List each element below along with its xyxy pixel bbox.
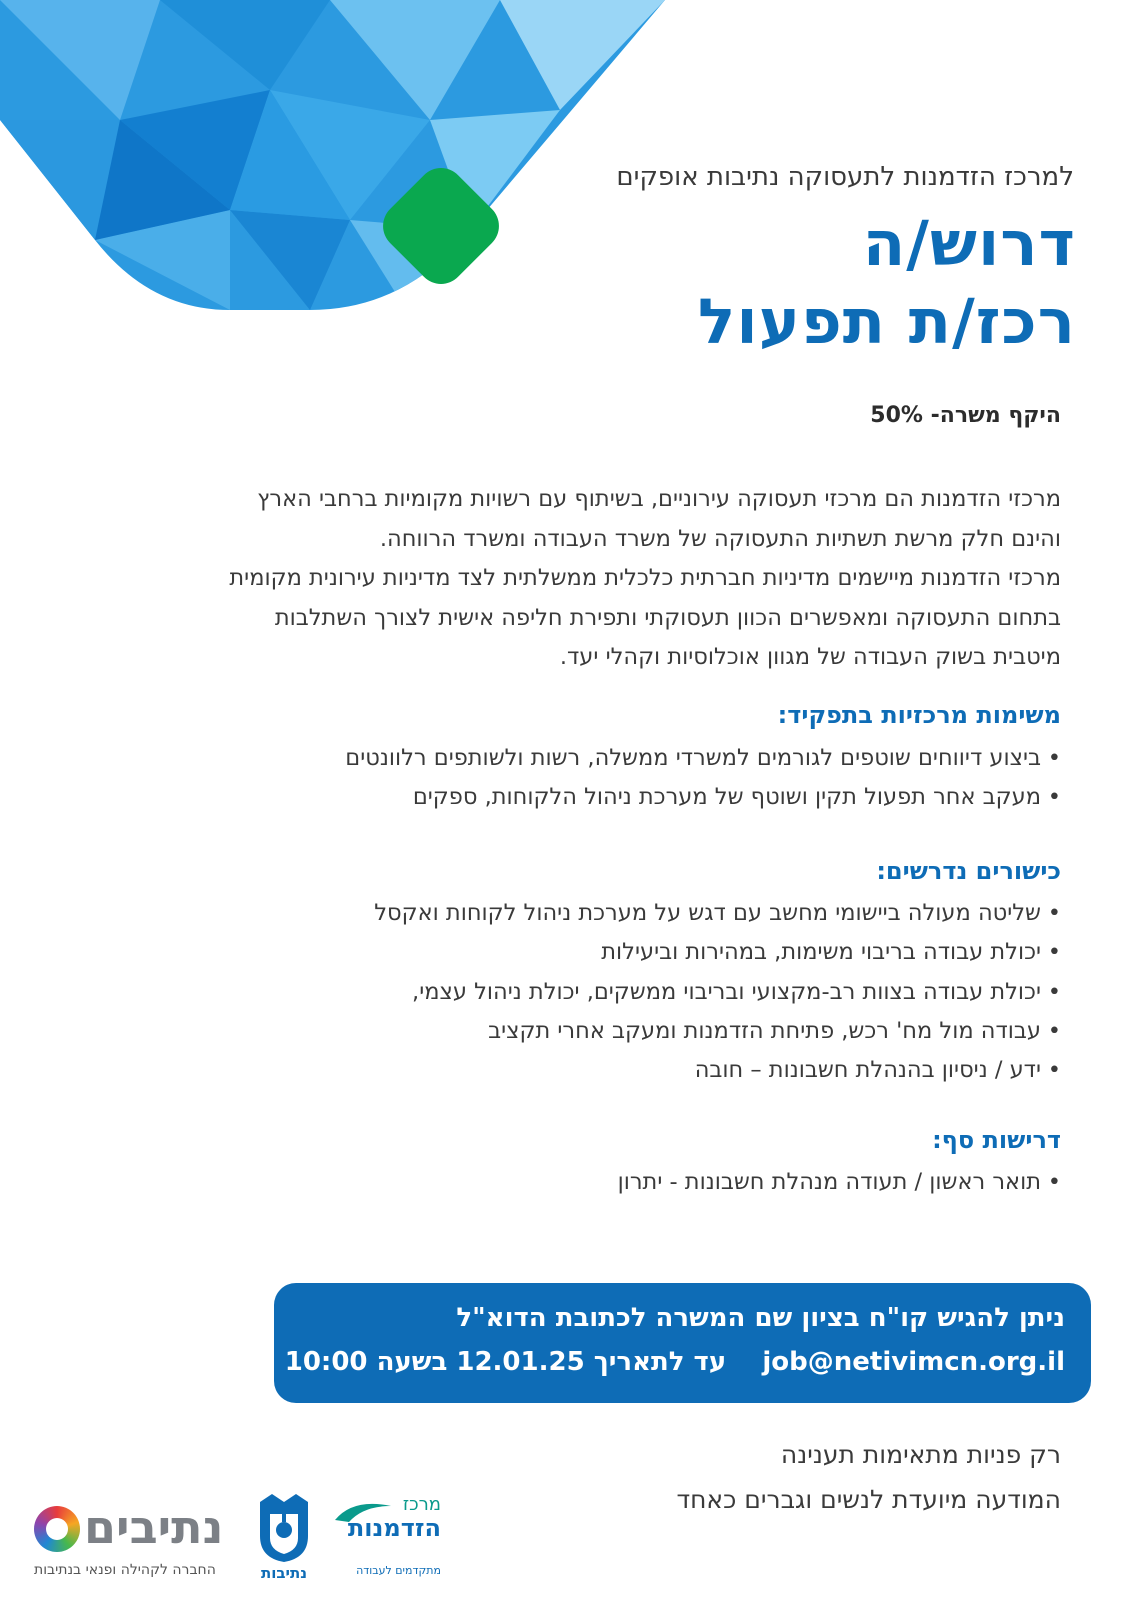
- about-line: מיטבית בשוק העבודה של מגוון אוכלוסיות וקהלי יעד.: [559, 644, 1061, 670]
- email-link[interactable]: job@netivimcn.org.il: [762, 1347, 1065, 1377]
- city-name: נתיבות: [260, 1564, 307, 1582]
- list-item: • עבודה מול מח' רכש, פתיחת הזדמנות ומעקב אחרי תקציב: [374, 1012, 1061, 1051]
- footer-notes: [676, 1432, 1061, 1522]
- about-line: מרכזי הזדמנות הם מרכזי תעסוקה עירוניים, בשיתוף עם רשויות מקומיות ברחבי הארץ: [257, 486, 1061, 512]
- application-box: [274, 1283, 1091, 1403]
- list-item: • יכולת עבודה בצוות רב-מקצועי ובריבוי ממשקים, יכולת ניהול עצמי,: [374, 973, 1061, 1012]
- header-geometric-graphic: [0, 0, 690, 320]
- position-scope: היקף משרה- 50%: [870, 403, 1061, 428]
- netivim-ring-icon: [34, 1506, 80, 1552]
- city-emblem-logo: [246, 1492, 322, 1588]
- deadline-text: עד לתאריך 12.01.25 בשעה 10:00: [284, 1347, 727, 1377]
- logos-row: [28, 1492, 441, 1588]
- netivim-subtitle: החברה לקהילה ופנאי בנתיבות: [34, 1562, 216, 1578]
- list-item: • ידע / ניסיון בהנהלת חשבונות – חובה: [374, 1051, 1061, 1090]
- title-line-2: רכז/ת תפעול: [697, 285, 1076, 358]
- list-item: • יכולת עבודה בריבוי משימות, במהירות וביעילות: [374, 933, 1061, 972]
- intro-text: למרכז הזדמנות לתעסוקה נתיבות אופקים: [616, 162, 1074, 192]
- list-item: • ביצוע דיווחים שוטפים לגורמים למשרדי ממשלה, רשות ולשותפים רלוונטים: [345, 739, 1061, 778]
- list-item: • מעקב אחר תפעול תקין ושוטף של מערכת ניהול הלקוחות, ספקים: [345, 778, 1061, 817]
- about-line: והינם חלק מרשת תשתיות התעסוקה של משרד העבודה ומשרד הרווחה.: [379, 525, 1061, 552]
- threshold-heading: דרישות סף:: [932, 1126, 1061, 1154]
- skills-heading: כישורים נדרשים:: [876, 857, 1061, 885]
- duties-list: [345, 739, 1061, 818]
- center-logo-line2: הזדמנות: [347, 1514, 441, 1542]
- title-line-1: דרוש/ה: [862, 207, 1076, 280]
- note-line: המודעה מיועדת לנשים וגברים כאחד: [676, 1485, 1061, 1514]
- duties-heading: משימות מרכזיות בתפקיד:: [777, 701, 1061, 729]
- note-line: רק פניות מתאימות תענינה: [780, 1440, 1061, 1469]
- center-logo-tagline: מתקדמים לעבודה: [356, 1564, 441, 1577]
- netivim-wordmark: נתיבים: [84, 1500, 224, 1554]
- about-paragraph: [121, 480, 1061, 678]
- about-line: בתחום התעסוקה ומאפשרים הכוון תעסוקתי ותפירת חליפה אישית לצורך השתלבות: [274, 604, 1061, 631]
- opportunity-center-logo: [333, 1492, 443, 1588]
- application-instructions: ניתן להגיש קו"ח בציון שם המשרה לכתובת הדוא"ל: [456, 1303, 1065, 1333]
- list-item: • שליטה מעולה ביישומי מחשב עם דגש על מערכת ניהול לקוחות ואקסל: [374, 894, 1061, 933]
- list-item: • תואר ראשון / תעודה מנהלת חשבונות - יתרון: [618, 1163, 1061, 1202]
- job-title: [698, 205, 1076, 361]
- about-line: מרכזי הזדמנות מיישמים מדיניות חברתית כלכלית ממשלתית לצד מדיניות עירונית מקומית: [229, 565, 1061, 591]
- netivim-logo: [28, 1492, 228, 1588]
- application-details: [284, 1347, 1065, 1377]
- city-emblem-icon: [246, 1492, 322, 1564]
- skills-list: [374, 894, 1061, 1090]
- center-logo-line1: מרכז: [402, 1494, 441, 1515]
- threshold-list: [618, 1163, 1061, 1202]
